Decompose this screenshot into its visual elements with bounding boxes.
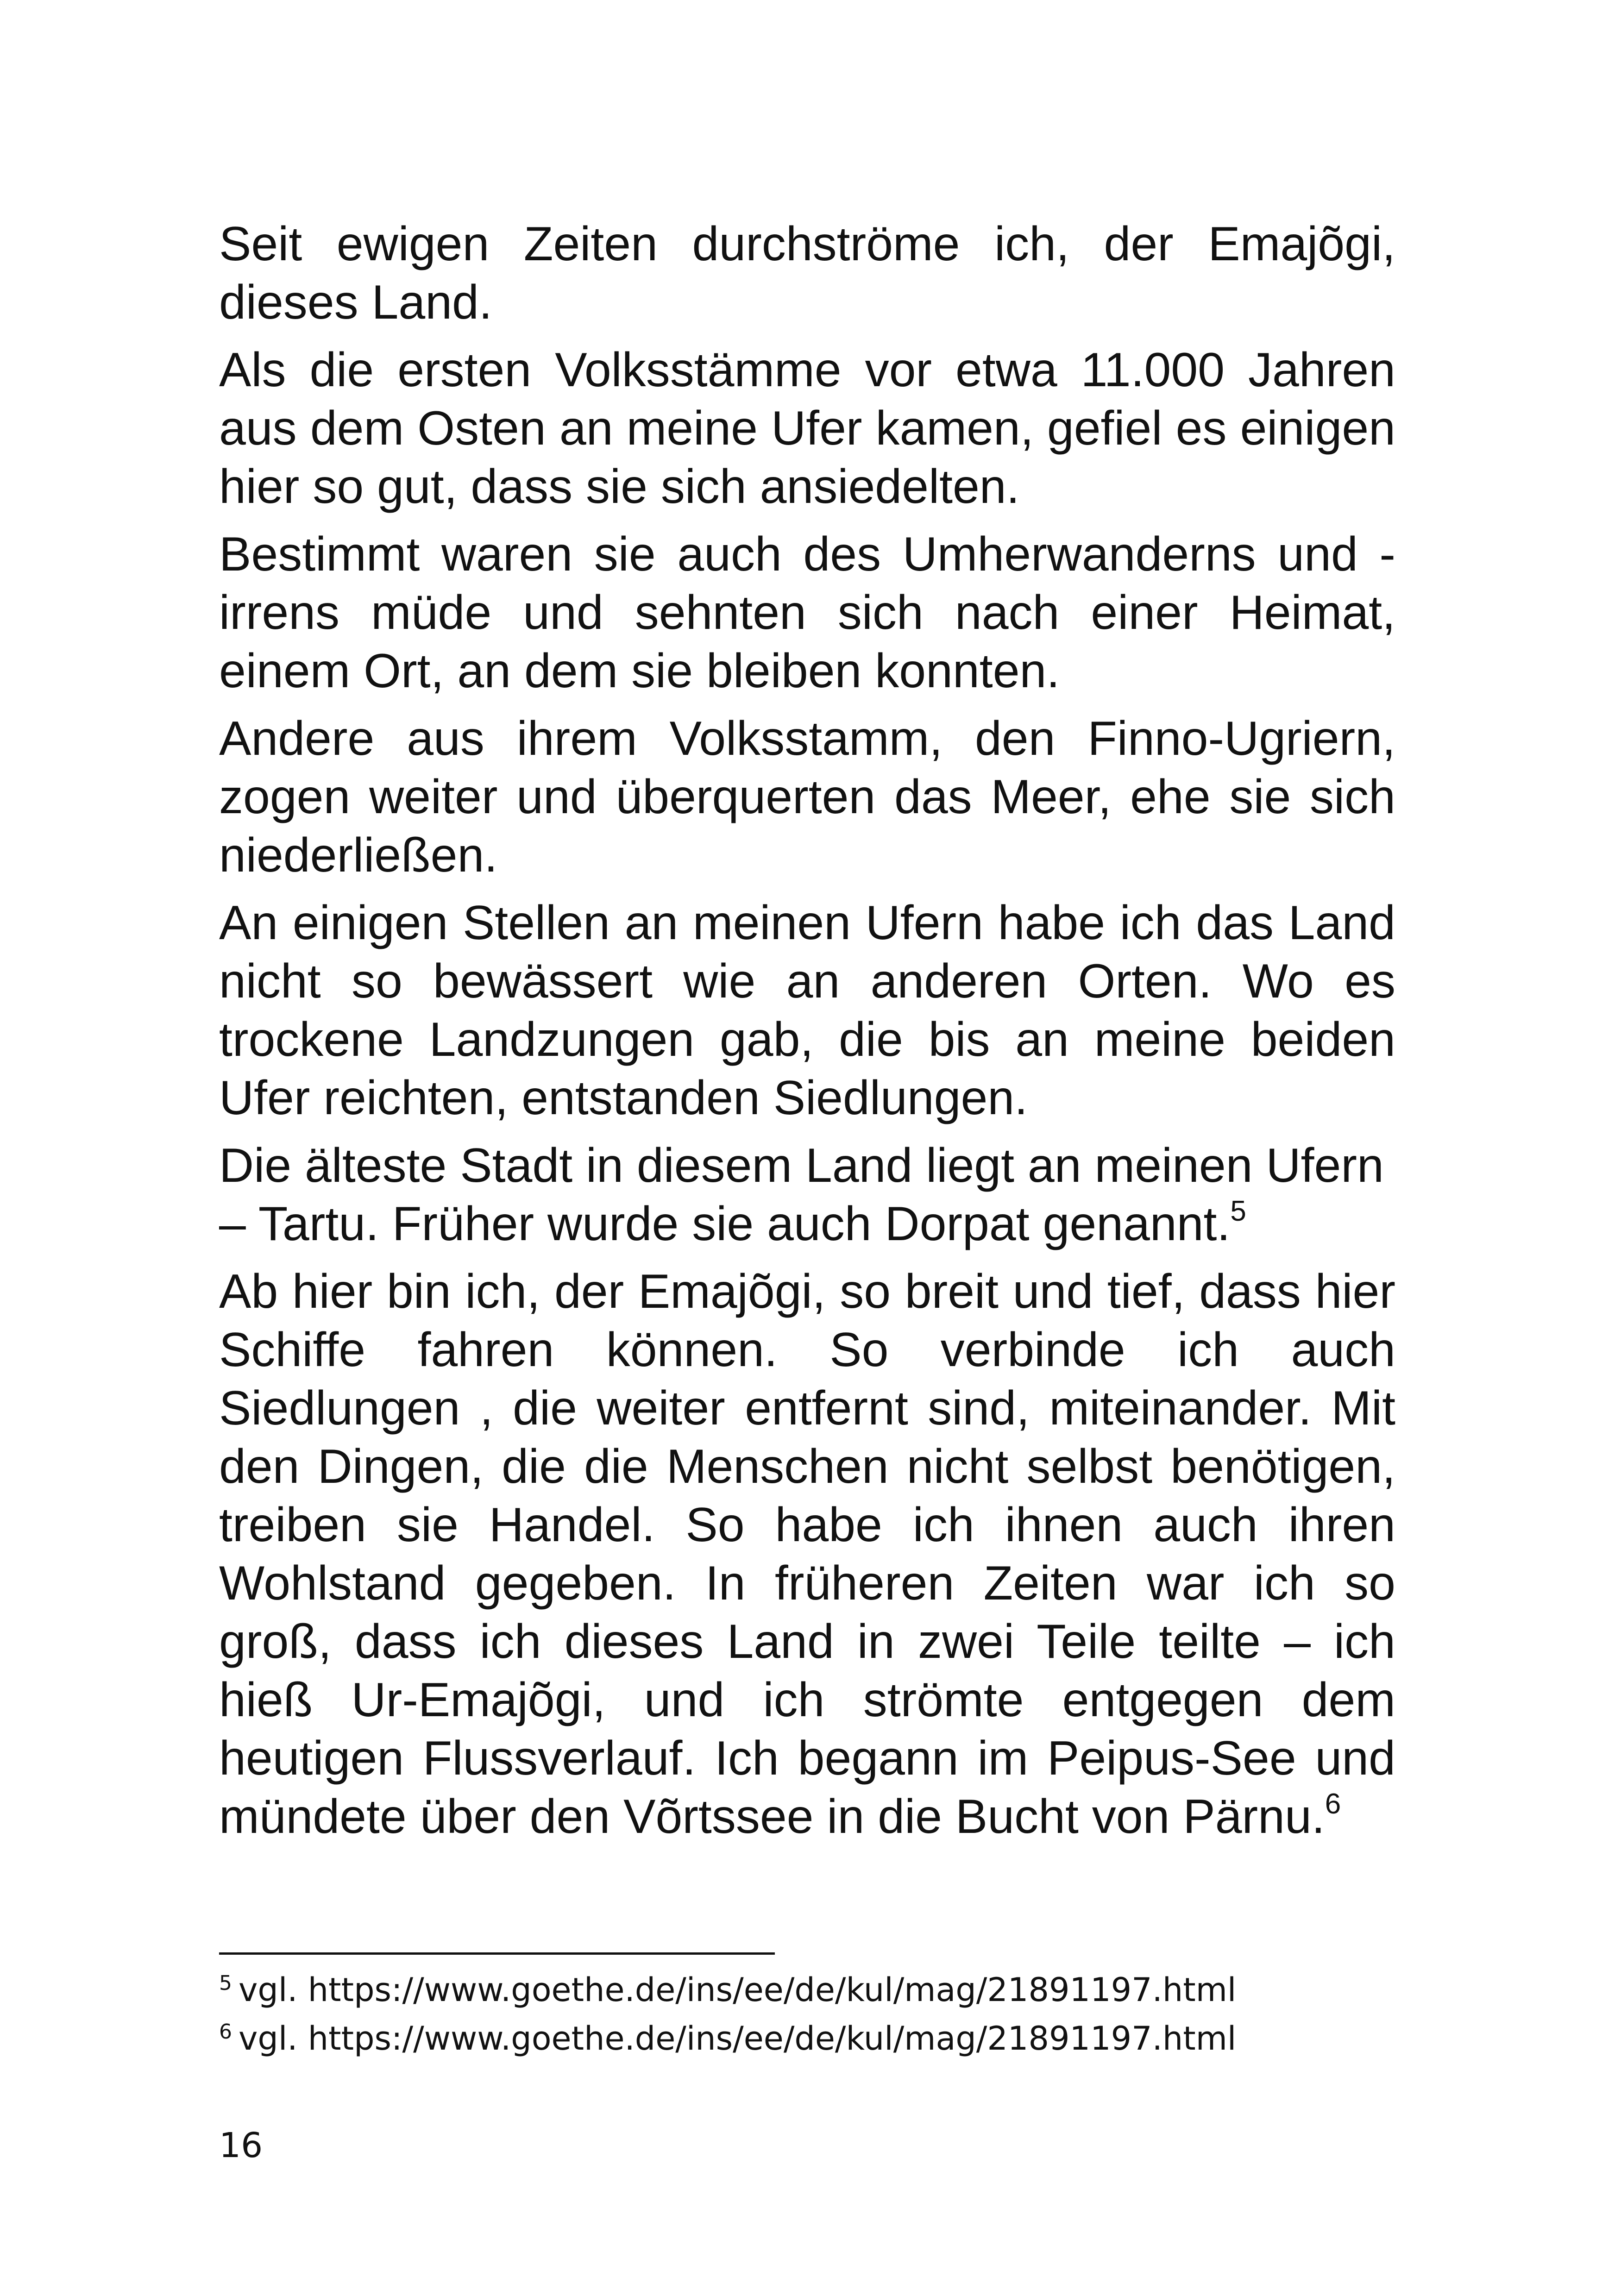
footnote-reference[interactable]: 5 [1230,1195,1246,1228]
footnotes [219,1966,1423,2063]
paragraph-text: Andere aus ihrem Volksstamm, den Finno-Ugriern, zogen weiter und überquerten das Meer, ehe sie sich niederließen. [219,712,1395,882]
paragraph-text: Ab hier bin ich, der Emajõgi, so breit und tief, dass hier Schiffe fahren können. So verbinde ich auch Siedlungen , die weiter entfernt sind, miteinander. Mit den Dingen, die die Menschen nicht selbst benötigen, treiben sie Handel. So habe ich ihnen auch ihren Wohlstand gegeben. In früheren Zeiten war ich so groß, dass ich dieses Land in zwei Teile teilte – ich hieß Ur-Emajõgi, und ich strömte entgegen dem heutigen Flussverlauf. Ich begann im Peipus-See und mündete über den Võrtssee in die Bucht von Pärnu. [219,1265,1395,1844]
paragraph [219,341,1395,516]
page-number: 16 [219,2126,263,2165]
paragraph [219,1262,1395,1846]
paragraph-text: An einigen Stellen an meinen Ufern habe ich das Land nicht so bewässert wie an anderen Orten. Wo es trockene Landzungen gab, die bis an meine beiden Ufer reichten, entstanden Siedlungen. [219,896,1395,1125]
paragraph-text: Als die ersten Volksstämme vor etwa 11.000 Jahren aus dem Osten an meine Ufer kamen, gefiel es einigen hier so gut, dass sie sich ansiedelten. [219,343,1395,514]
paragraph [219,525,1395,700]
paragraph [219,709,1395,885]
footnote-text[interactable]: vgl. https://www.goethe.de/ins/ee/de/kul/mag/21891197.html [239,2020,1237,2058]
footnote [219,1966,1423,2014]
paragraph [219,894,1395,1127]
paragraph-text: Bestimmt waren sie auch des Umherwanderns und -irrens müde und sehnten sich nach einer Heimat, einem Ort, an dem sie bleiben konnten. [219,527,1395,698]
footnote-text[interactable]: vgl. https://www.goethe.de/ins/ee/de/kul/mag/21891197.html [239,1971,1237,2009]
paragraph-text: Seit ewigen Zeiten durchströme ich, der Emajõgi, dieses Land. [219,217,1395,329]
footnote-number: 5 [219,1971,232,1995]
footnote-divider [219,1952,775,1955]
footnote-number: 6 [219,2020,232,2044]
body-text [219,215,1395,1855]
paragraph [219,215,1395,332]
paragraph [219,1136,1395,1253]
paragraph-text: Die älteste Stadt in diesem Land liegt an meinen Ufern – Tartu. Früher wurde sie auch Dorpat genannt. [219,1139,1384,1251]
footnote [219,2014,1423,2063]
footnote-reference[interactable]: 6 [1325,1788,1341,1820]
